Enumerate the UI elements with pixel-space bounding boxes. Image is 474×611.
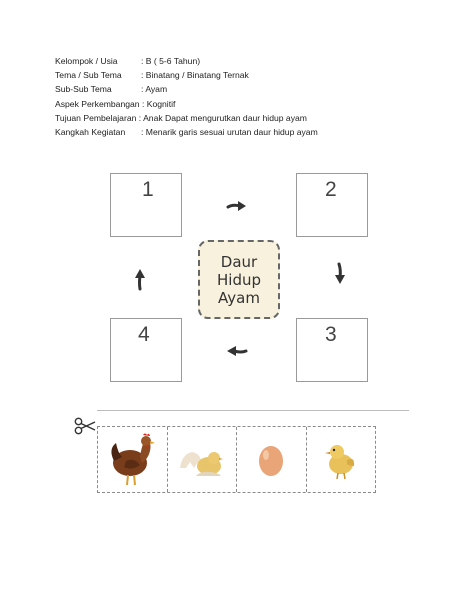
cycle-number: 3 — [325, 323, 337, 346]
info-value: Kognitif — [146, 98, 176, 109]
cycle-title-card — [198, 240, 280, 319]
cycle-title-line: Daur — [220, 252, 258, 271]
cycle-box-3 — [296, 318, 368, 382]
arrow-up-icon — [127, 265, 153, 291]
cycle-number: 4 — [138, 323, 150, 346]
info-separator: : — [141, 70, 146, 81]
arrow-left-icon — [223, 338, 249, 364]
cycle-box-4 — [110, 318, 182, 382]
info-separator: : — [141, 56, 146, 66]
cutout-cell-hatching[interactable] — [168, 427, 238, 492]
cycle-title-line: Hidup — [217, 270, 261, 289]
activity-info — [55, 54, 318, 139]
cycle-title-line: Ayam — [218, 288, 260, 307]
info-value: Ayam — [145, 84, 168, 95]
info-separator: : — [141, 127, 146, 138]
info-value: B ( 5-6 Tahun) — [145, 56, 201, 66]
cutout-strip — [97, 426, 376, 493]
info-separator: : — [139, 98, 147, 109]
cutout-cell-chick[interactable] — [307, 427, 376, 492]
info-value: Binatang / Binatang Ternak — [145, 70, 249, 81]
cycle-number: 2 — [325, 178, 337, 201]
info-label: Aspek Perkembangan — [55, 98, 140, 109]
info-separator: : — [141, 84, 146, 95]
cycle-box-1 — [110, 173, 182, 237]
cut-line — [97, 410, 409, 411]
chick-image — [321, 438, 361, 482]
info-row-theme — [55, 68, 318, 82]
hen-image — [106, 431, 158, 489]
info-row-subtheme — [55, 82, 318, 96]
info-label: Tujuan Pembelajaran — [55, 112, 137, 123]
cutout-cell-hen[interactable] — [98, 427, 168, 492]
scissors-icon — [74, 417, 96, 435]
cycle-number: 1 — [142, 178, 154, 201]
arrow-right-icon — [225, 193, 251, 219]
info-label: Kangkah Kegiatan — [55, 127, 126, 138]
arrow-down-icon — [327, 262, 353, 288]
info-label: Tema / Sub Tema — [55, 70, 122, 81]
info-label: Kelompok / Usia — [55, 56, 118, 66]
cycle-box-2 — [296, 173, 368, 237]
info-row-goal — [55, 111, 318, 125]
info-row-activity — [55, 125, 318, 139]
info-row-group — [55, 54, 318, 68]
info-separator: : — [136, 112, 144, 123]
info-row-aspect — [55, 97, 318, 111]
info-label: Sub-Sub Tema — [55, 84, 112, 95]
info-value: Anak Dapat mengurutkan daur hidup ayam — [143, 112, 307, 123]
info-value: Menarik garis sesuai urutan daur hidup ayam — [145, 127, 318, 138]
egg-image — [254, 440, 288, 480]
hatching-egg-image — [176, 440, 228, 480]
cutout-cell-egg[interactable] — [237, 427, 307, 492]
